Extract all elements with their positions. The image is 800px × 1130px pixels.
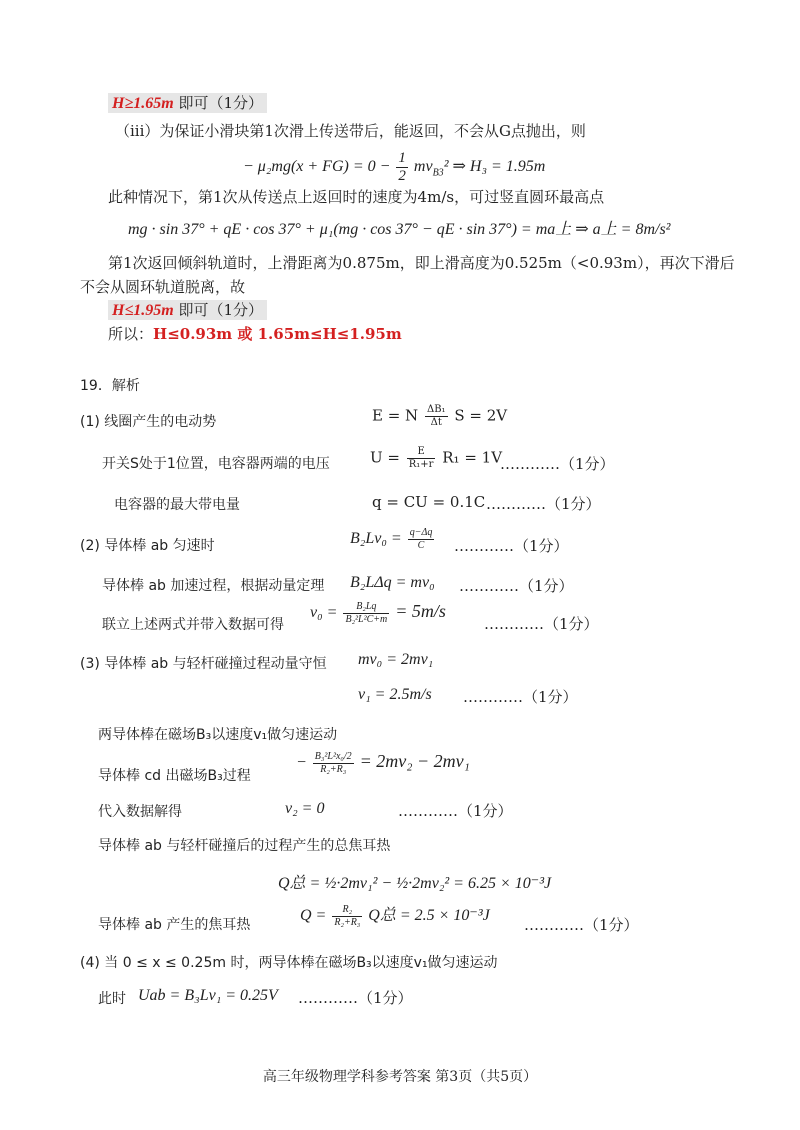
s4-equation: Uab = B₃Lv₁ = 0.25V bbox=[138, 987, 278, 1004]
condition-h-min bbox=[108, 92, 267, 113]
s1-charge-score: …………（1分） bbox=[486, 495, 601, 513]
s4-then: 此时 bbox=[98, 991, 126, 1007]
s4-label: (4) 当 0 ≤ x ≤ 0.25m 时，两导体棒在磁场B₃以速度v₁做匀速运动 bbox=[80, 955, 498, 971]
s2-uniform-fraction: $\frac{q-\Delta q}{C}$ bbox=[409, 527, 433, 551]
s1-voltage-fraction: $\frac{E}{\text{R₁+r}}$ bbox=[408, 446, 434, 470]
eq1-fraction: $\frac{1}{2}$ bbox=[398, 150, 406, 184]
s3-ab-heat-label: 导体棒 ab 产生的焦耳热 bbox=[98, 917, 251, 933]
s2-solve-score: …………（1分） bbox=[484, 615, 599, 633]
question-19-heading: 19．解析 bbox=[80, 378, 140, 394]
s1-emf-fraction: $\frac{\text{ΔB₁}}{\Delta t}$ bbox=[426, 404, 446, 428]
eq1-result: ² ⇒ H₃ = 1.95m bbox=[443, 158, 546, 176]
page-footer: 高三年级物理学科参考答案 第3页（共5页） bbox=[262, 1069, 538, 1085]
s2-accel-equation: B₂LΔq = mv₀ bbox=[350, 574, 435, 591]
eq1-subscript: B3 bbox=[432, 167, 444, 179]
s2-solve-fraction: $\frac{\text{B₂Lq}}{\text{B₂²L²C+m}}$ bbox=[345, 601, 388, 625]
s3-label: (3) 导体棒 ab 与轻杆碰撞过程动量守恒 bbox=[80, 656, 327, 672]
s2-uniform-equation bbox=[350, 527, 436, 552]
s3-velocity-equation: v₁ = 2.5m/s bbox=[358, 686, 432, 703]
conclusion-prefix: 所以： bbox=[108, 325, 154, 343]
s3-ab-heat-result: Q总 = 2.5 × 10⁻³J bbox=[368, 907, 490, 924]
s4-score: …………（1分） bbox=[298, 989, 413, 1007]
condition-h-min-value: H≥1.65m bbox=[112, 95, 174, 112]
conclusion bbox=[108, 323, 402, 344]
s1-charge-equation: q = CU = 0.1C bbox=[372, 493, 486, 511]
eq1-left: − μ₂mg(x + FG) = 0 − bbox=[243, 158, 391, 176]
equation-friction-energy bbox=[243, 150, 545, 185]
step-iii-intro: （iii）为保证小滑块第1次滑上传送带后，能返回，不会从G点抛出，则 bbox=[115, 122, 586, 140]
condition-h-max-score: 即可（1分） bbox=[178, 301, 263, 319]
text-incline-line1: 第1次返回倾斜轨道时，上滑距离为0.875m，即上滑高度为0.525m（<0.93m），再次下滑后 bbox=[108, 254, 735, 272]
condition-h-max bbox=[108, 299, 267, 320]
conclusion-range: H≤0.93m 或 1.65m≤H≤1.95m bbox=[153, 325, 402, 343]
s2-solve-equation bbox=[310, 601, 446, 626]
condition-h-min-score: 即可（1分） bbox=[178, 94, 263, 112]
s2-label: (2) 导体棒 ab 匀速时 bbox=[80, 538, 215, 554]
s3-ab-heat-score: …………（1分） bbox=[524, 916, 639, 934]
s3-heat-label: 导体棒 ab 与轻杆碰撞后的过程产生的总焦耳热 bbox=[98, 838, 391, 854]
text-return-speed: 此种情况下，第1次从传送点上返回时的速度为4m/s，可过竖直圆环最高点 bbox=[108, 188, 605, 206]
s1-emf-equation bbox=[372, 404, 507, 429]
s3-sub-label: 代入数据解得 bbox=[98, 804, 182, 820]
s2-uniform-score: …………（1分） bbox=[454, 537, 569, 555]
s2-solve-prefix: v₀ = bbox=[310, 604, 338, 622]
s1-voltage-prefix: U = bbox=[370, 448, 400, 467]
eq1-right: mv bbox=[413, 158, 433, 176]
s2-solve-result: = 5m/s bbox=[395, 601, 446, 622]
s1-voltage-score: …………（1分） bbox=[500, 455, 615, 473]
s1-charge-label: 电容器的最大带电量 bbox=[114, 497, 240, 513]
s3-cd-result: = 2mv₂ − 2mv₁ bbox=[359, 751, 470, 772]
s2-uniform-prefix: B₂Lv₀ = bbox=[350, 530, 402, 548]
s3-cd-equation bbox=[296, 751, 470, 776]
text-incline-line2: 不会从圆环轨道脱离，故 bbox=[80, 278, 246, 296]
s3-sub-equation: v₂ = 0 bbox=[285, 800, 325, 817]
s2-accel-score: …………（1分） bbox=[459, 577, 574, 595]
s2-accel-label: 导体棒 ab 加速过程，根据动量定理 bbox=[102, 578, 325, 594]
s3-ab-heat-prefix: Q = bbox=[300, 907, 327, 924]
s3-ab-heat-equation bbox=[300, 902, 490, 929]
s3-heat-equation: Q总 = ½·2mv₁² − ½·2mv₂² = 6.25 × 10⁻³J bbox=[278, 875, 552, 892]
s1-voltage-equation bbox=[370, 446, 502, 471]
s1-emf-prefix: E = N bbox=[372, 406, 419, 425]
s1-emf-suffix: S = 2V bbox=[454, 406, 508, 425]
s1-voltage-suffix: R₁ = 1V bbox=[442, 448, 503, 467]
s3-sub-score: …………（1分） bbox=[398, 802, 513, 820]
s3-uniform-motion: 两导体棒在磁场B₃以速度v₁做匀速运动 bbox=[98, 727, 338, 743]
condition-h-max-value: H≤1.95m bbox=[112, 302, 174, 319]
s2-solve-label: 联立上述两式并带入数据可得 bbox=[102, 617, 284, 633]
equation-acceleration: mg · sin 37° + qE · cos 37° + μ₁(mg · cos 37° − qE · sin 37°) = ma上 ⇒ a上 = 8m/s² bbox=[128, 221, 671, 238]
s3-cd-minus: − bbox=[296, 754, 307, 772]
s3-ab-heat-fraction: $\frac{\text{R₂}}{\text{R₂+R₃}}$ bbox=[334, 903, 361, 928]
s1-switch-label: 开关S处于1位置，电容器两端的电压 bbox=[102, 456, 330, 472]
s1-label: (1) 线圈产生的电动势 bbox=[80, 414, 217, 430]
s3-cd-label: 导体棒 cd 出磁场B₃过程 bbox=[98, 768, 251, 784]
s3-momentum-equation: mv₀ = 2mv₁ bbox=[358, 651, 434, 668]
s3-velocity-score: …………（1分） bbox=[463, 688, 578, 706]
s3-cd-fraction: $\frac{\text{B₃²L²x₀/2}}{\text{R₂+R₃}}$ bbox=[314, 751, 352, 775]
